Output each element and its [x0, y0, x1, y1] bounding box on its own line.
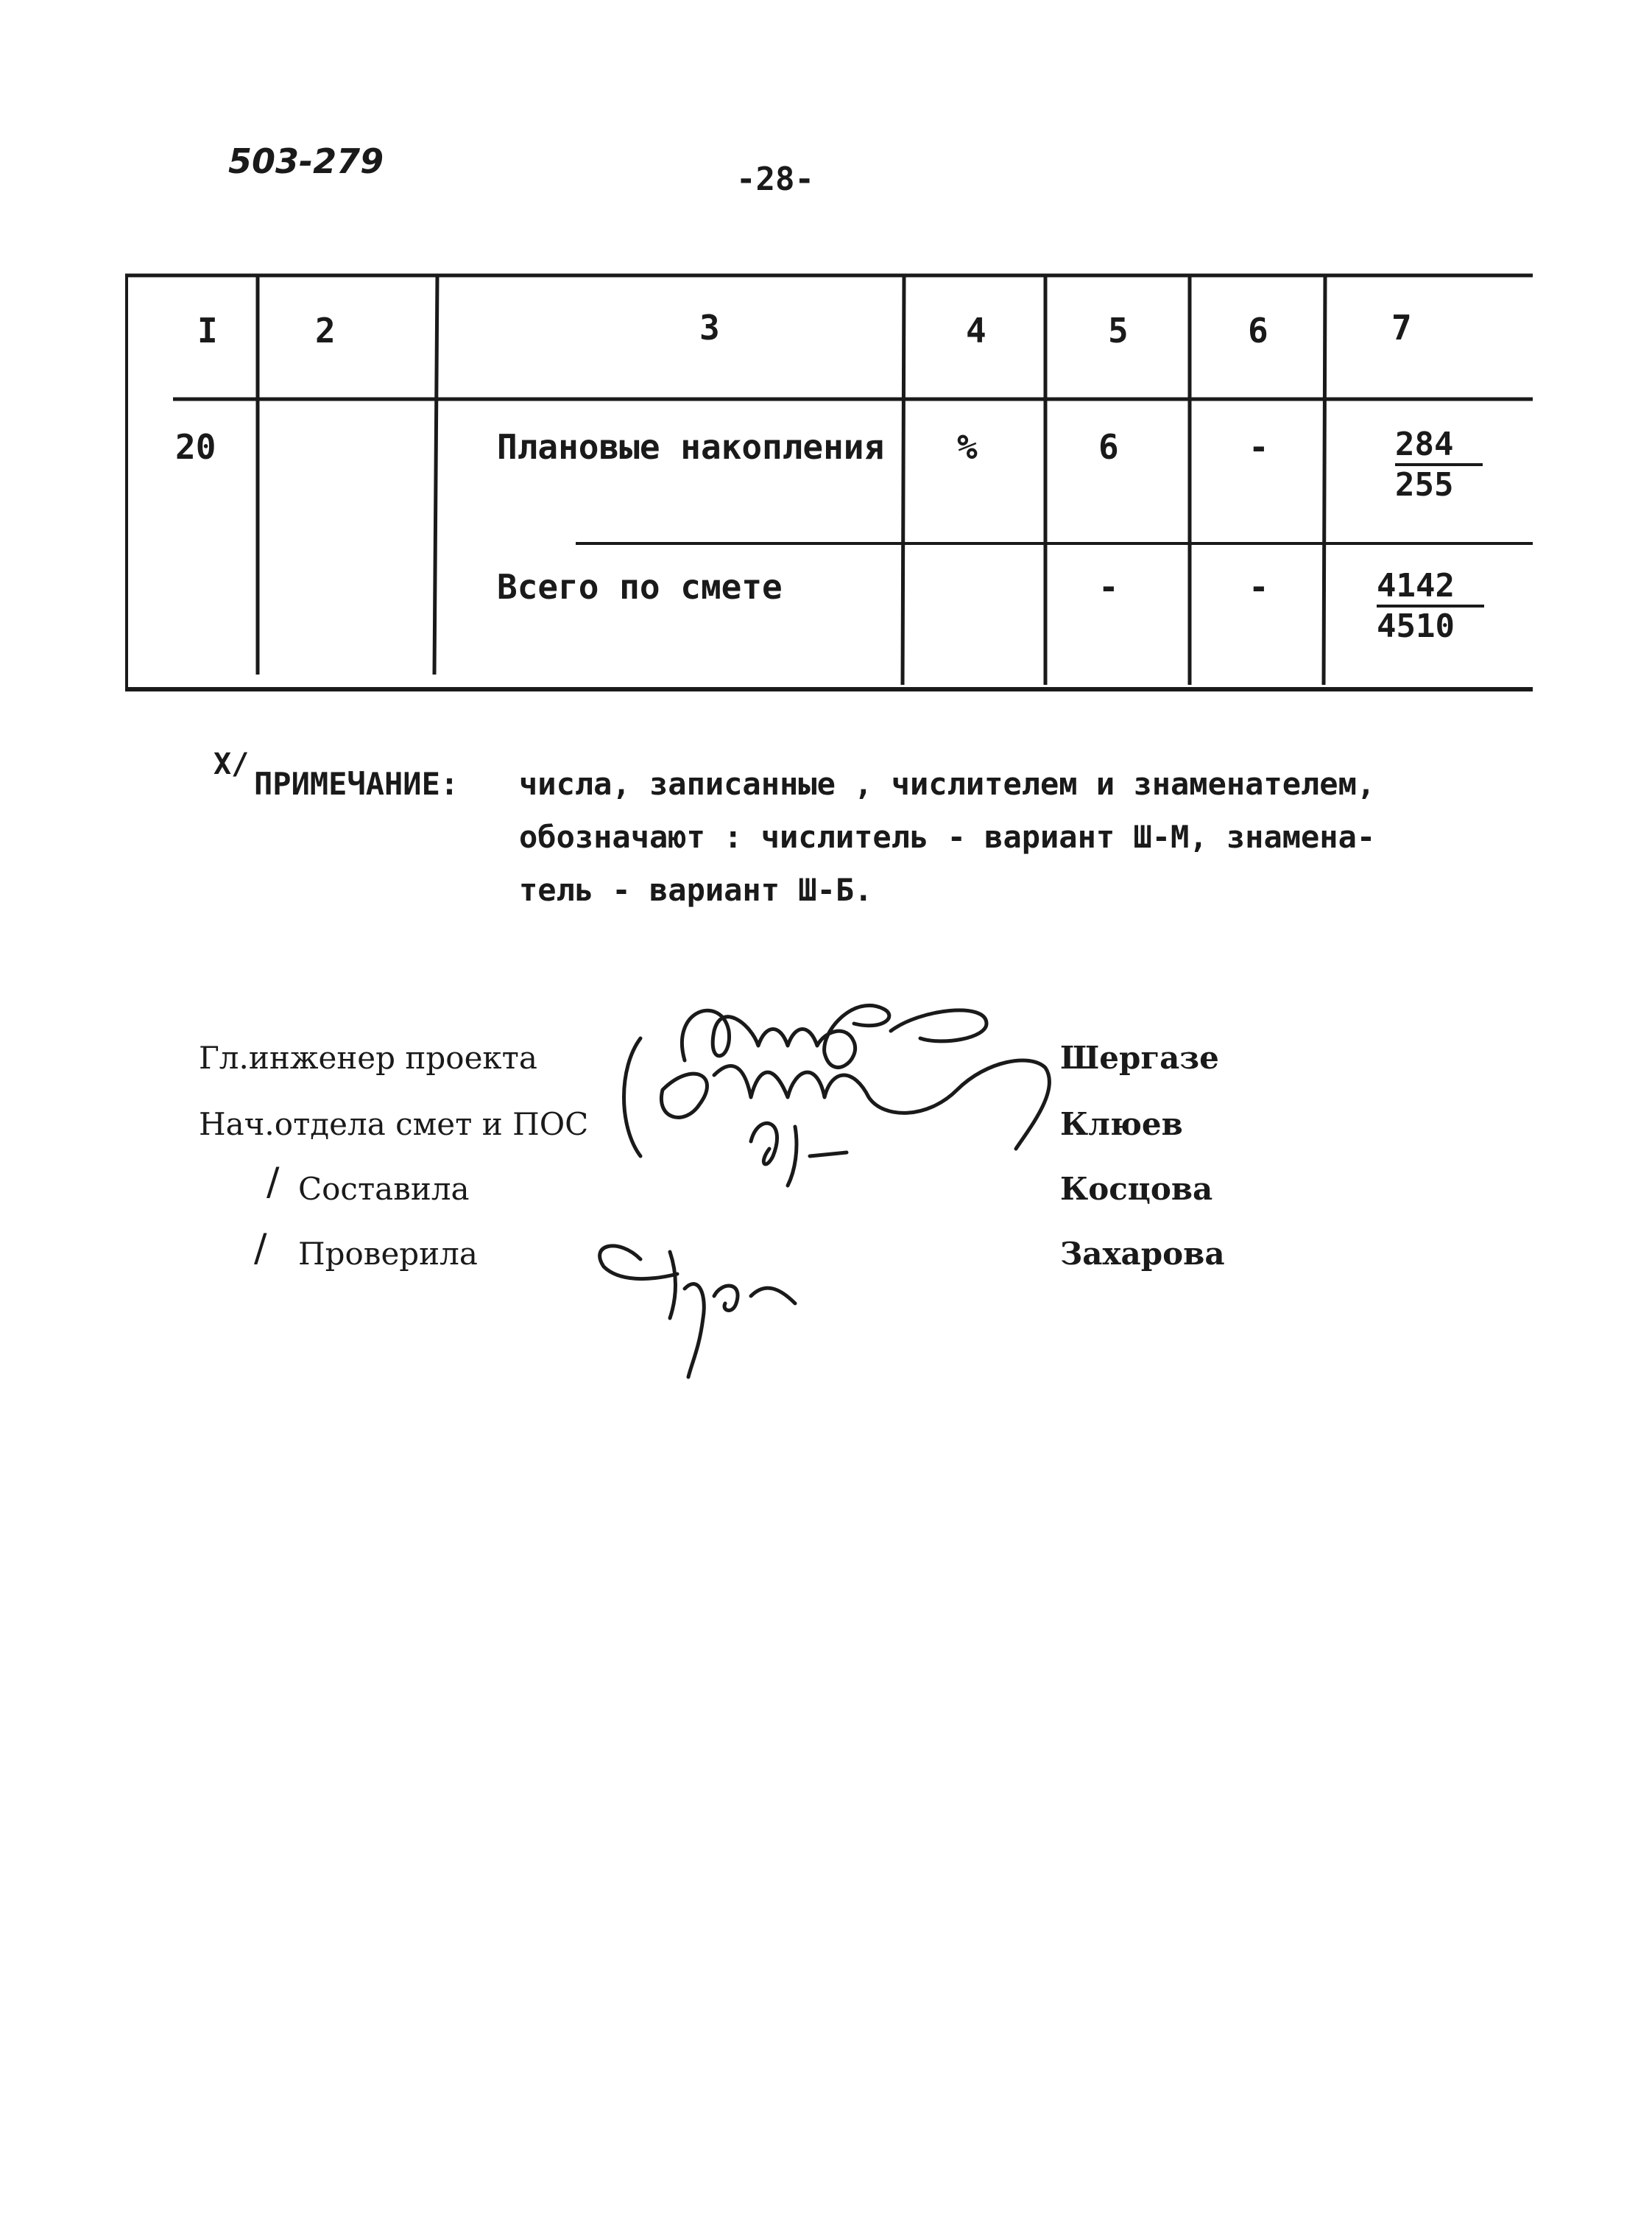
header-col-1: I — [197, 311, 218, 351]
note-footnote-mark: X/ — [213, 747, 250, 781]
note-line-3: тель - вариант Ш-Б. — [519, 872, 873, 908]
signoff-name-1: Шергазе — [1060, 1040, 1219, 1076]
row-1-unit: % — [957, 427, 978, 467]
document-code: 503-279 — [228, 141, 384, 181]
row-2-total-fraction — [1377, 567, 1484, 645]
slash-mark-2: / — [254, 1226, 267, 1270]
signature-department-head — [624, 1038, 1050, 1156]
signoff-name-3: Косцова — [1060, 1171, 1213, 1207]
col-divider-2 — [434, 275, 437, 675]
note-line-1: числа, записанные , числителем и знаменателем, — [519, 766, 1376, 802]
note-line-2: обозначают : числитель - вариант Ш-М, знамена- — [519, 819, 1376, 855]
signoff-name-4: Захарова — [1060, 1236, 1225, 1272]
header-col-7: 7 — [1391, 308, 1412, 348]
row-1-value-6: - — [1249, 427, 1269, 467]
col-divider-3 — [903, 275, 904, 685]
row-1-total-denominator: 255 — [1395, 466, 1454, 504]
note-label: ПРИМЕЧАНИЕ: — [254, 766, 459, 802]
row-1-value-5: 6 — [1098, 427, 1119, 467]
header-col-2: 2 — [315, 311, 336, 351]
handwritten-signatures — [574, 979, 1075, 1392]
row-2-description: Всего по смете — [497, 567, 783, 607]
signoff-title-checked-by: Проверила — [298, 1236, 478, 1272]
header-col-6: 6 — [1248, 311, 1268, 351]
row-1-total-fraction — [1395, 426, 1483, 504]
row-2-total-denominator: 4510 — [1377, 608, 1455, 645]
signoff-title-chief-engineer: Гл.инженер проекта — [199, 1040, 537, 1076]
row-1-number: 20 — [175, 427, 216, 467]
col-divider-6 — [1324, 275, 1325, 685]
signoff-name-2: Клюев — [1060, 1106, 1183, 1142]
header-col-4: 4 — [966, 311, 986, 351]
signoff-title-department-head: Нач.отдела смет и ПОС — [199, 1106, 589, 1142]
row-1-total-numerator: 284 — [1395, 426, 1483, 466]
row-2-total-numerator: 4142 — [1377, 567, 1484, 608]
header-col-3: 3 — [699, 308, 720, 348]
page-number: -28- — [736, 161, 814, 198]
signature-chief-engineer — [682, 1005, 986, 1067]
row-2-value-5: - — [1098, 567, 1119, 607]
row-2-value-6: - — [1249, 567, 1269, 607]
table-grid — [125, 272, 1535, 700]
signature-compiled-by — [751, 1123, 847, 1186]
signature-checked-by — [600, 1246, 795, 1377]
signoff-title-compiled-by: Составила — [298, 1171, 470, 1207]
row-1-description: Плановые накопления — [497, 427, 885, 467]
header-col-5: 5 — [1108, 311, 1129, 351]
estimate-table — [125, 272, 1535, 700]
slash-mark-1: / — [266, 1160, 280, 1204]
